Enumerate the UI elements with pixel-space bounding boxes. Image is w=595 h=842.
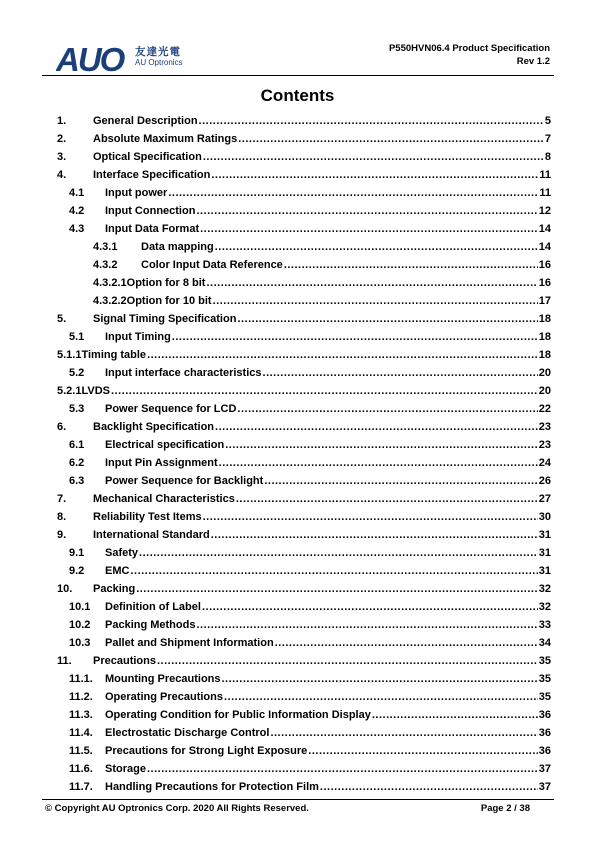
toc-entry-page: 35	[538, 691, 551, 703]
toc-entry-label: Safety	[105, 547, 139, 559]
toc-entry-label: Optical Specification	[93, 151, 202, 163]
toc-entry-page: 14	[538, 241, 551, 253]
toc-entry-label: Precautions for Strong Light Exposure	[105, 745, 308, 757]
toc-entry-page: 36	[538, 709, 551, 721]
toc-entry-label: Input Timing	[105, 331, 171, 343]
toc-entry-number: 9.1	[69, 547, 85, 559]
toc-dot-leader	[172, 331, 538, 343]
toc-entry[interactable]	[57, 583, 551, 601]
toc-dot-leader	[130, 565, 537, 577]
toc-entry-label: Operating Condition for Public Information Display	[105, 709, 371, 721]
toc-entry-label: Definition of Label	[105, 601, 201, 613]
toc-entry-number: 7.	[57, 493, 67, 505]
toc-entry[interactable]	[57, 241, 551, 259]
toc-dot-leader	[215, 421, 538, 433]
toc-entry-number: 11.2.	[69, 691, 93, 703]
toc-entry-page: 11	[539, 169, 551, 181]
toc-entry[interactable]	[57, 187, 551, 205]
toc-dot-leader	[202, 601, 538, 613]
toc-entry-page: 36	[538, 745, 551, 757]
toc-entry-page: 20	[538, 367, 551, 379]
toc-entry-label: Packing	[93, 583, 136, 595]
toc-entry-number: 9.	[57, 529, 67, 541]
toc-entry[interactable]	[57, 385, 551, 403]
toc-entry[interactable]	[57, 331, 551, 349]
toc-entry-page: 31	[538, 529, 551, 541]
toc-dot-leader	[264, 475, 537, 487]
toc-dot-leader	[222, 673, 538, 685]
auo-logo-mark	[56, 44, 132, 74]
toc-entry-label: Mechanical Characteristics	[93, 493, 235, 505]
toc-entry-label: Electrostatic Discharge Control	[105, 727, 270, 739]
toc-entry-number: 4.1	[69, 187, 85, 199]
document-revision: Rev 1.2	[516, 56, 550, 67]
toc-entry-page: 37	[538, 763, 551, 775]
toc-entry[interactable]	[57, 781, 551, 799]
toc-dot-leader	[206, 277, 537, 289]
toc-entry-label: Storage	[105, 763, 146, 775]
toc-entry-number: 4.3.1	[93, 241, 118, 253]
toc-entry-number: 11.6.	[69, 763, 93, 775]
toc-entry-label: Backlight Specification	[93, 421, 215, 433]
toc-entry-number: 4.3	[69, 223, 85, 235]
toc-entry-label: Interface Specification	[93, 169, 211, 181]
toc-dot-leader	[237, 313, 537, 325]
toc-dot-leader	[225, 439, 538, 451]
toc-entry-number: 10.3	[69, 637, 91, 649]
toc-dot-leader	[139, 547, 538, 559]
page-number: Page 2 / 38	[480, 803, 530, 814]
toc-entry-page: 32	[538, 601, 551, 613]
toc-entry-number: 4.3.2.2	[93, 295, 127, 307]
toc-entry[interactable]	[57, 619, 551, 637]
toc-dot-leader	[211, 169, 538, 181]
toc-entry-page: 16	[538, 259, 551, 271]
toc-entry-number: 8.	[57, 511, 67, 523]
toc-entry-label: Packing Methods	[105, 619, 196, 631]
toc-dot-leader	[308, 745, 537, 757]
toc-entry[interactable]	[57, 601, 551, 619]
toc-dot-leader	[237, 403, 537, 415]
toc-entry-page: 11	[539, 187, 551, 199]
toc-entry-label: Timing table	[81, 349, 147, 361]
toc-dot-leader	[203, 511, 538, 523]
toc-entry-page: 17	[538, 295, 551, 307]
toc-entry-label: Input Pin Assignment	[105, 457, 218, 469]
toc-entry[interactable]	[57, 295, 551, 313]
toc-entry-label: Mounting Precautions	[105, 673, 221, 685]
toc-entry-number: 11.	[57, 655, 72, 667]
toc-entry-page: 20	[538, 385, 551, 397]
toc-entry[interactable]	[57, 205, 551, 223]
toc-entry[interactable]	[57, 655, 551, 673]
toc-entry-label: Color Input Data Reference	[141, 259, 283, 271]
toc-entry[interactable]	[57, 133, 551, 151]
toc-entry-label: Input interface characteristics	[105, 367, 262, 379]
document-product-title: P550HVN06.4 Product Specification	[388, 43, 550, 54]
toc-entry[interactable]	[57, 151, 551, 169]
toc-entry-page: 22	[538, 403, 551, 415]
toc-entry-label: Absolute Maximum Ratings	[93, 133, 238, 145]
toc-entry-page: 14	[538, 223, 551, 235]
toc-entry[interactable]	[57, 709, 551, 727]
toc-entry-label: EMC	[105, 565, 130, 577]
toc-dot-leader	[213, 295, 538, 307]
toc-entry-page: 32	[538, 583, 551, 595]
toc-entry-page: 23	[538, 439, 551, 451]
toc-entry-number: 4.3.2	[93, 259, 118, 271]
toc-entry-label: Option for 8 bit	[126, 277, 206, 289]
toc-dot-leader	[196, 619, 537, 631]
toc-dot-leader	[224, 691, 538, 703]
toc-entry[interactable]	[57, 277, 551, 295]
toc-entry-number: 6.1	[69, 439, 85, 451]
toc-entry-label: Input Data Format	[105, 223, 200, 235]
toc-entry-page: 35	[538, 673, 551, 685]
toc-entry-number: 3.	[57, 151, 67, 163]
toc-entry-label: Option for 10 bit	[126, 295, 212, 307]
toc-dot-leader	[211, 529, 538, 541]
toc-entry[interactable]	[57, 349, 551, 367]
toc-entry-page: 36	[538, 727, 551, 739]
toc-dot-leader	[147, 763, 538, 775]
toc-entry-number: 5.1.1	[57, 349, 82, 361]
toc-entry-label: International Standard	[93, 529, 210, 541]
toc-entry[interactable]	[57, 547, 551, 565]
toc-entry-page: 16	[538, 277, 551, 289]
toc-entry-page: 23	[538, 421, 551, 433]
toc-dot-leader	[320, 781, 538, 793]
toc-dot-leader	[284, 259, 538, 271]
toc-entry[interactable]	[57, 457, 551, 475]
toc-entry-number: 11.7.	[69, 781, 93, 793]
toc-dot-leader	[203, 151, 544, 163]
toc-entry[interactable]	[57, 403, 551, 421]
toc-dot-leader	[236, 493, 538, 505]
toc-dot-leader	[157, 655, 538, 667]
toc-entry-page: 8	[544, 151, 551, 163]
table-of-contents	[57, 115, 551, 799]
toc-entry-page: 31	[538, 547, 551, 559]
copyright-notice: © Copyright AU Optronics Corp. 2020 All Rights Reserved.	[45, 803, 309, 814]
toc-entry-number: 10.1	[69, 601, 91, 613]
toc-entry[interactable]	[57, 439, 551, 457]
toc-entry-label: Power Sequence for LCD	[105, 403, 237, 415]
toc-entry-number: 1.	[57, 115, 67, 127]
toc-entry-page: 35	[538, 655, 551, 667]
logo-text: AUO	[56, 44, 124, 74]
toc-entry[interactable]	[57, 529, 551, 547]
toc-dot-leader	[275, 637, 538, 649]
toc-entry-number: 11.1.	[69, 673, 93, 685]
toc-dot-leader	[136, 583, 538, 595]
toc-entry-label: Input Connection	[105, 205, 196, 217]
toc-entry[interactable]	[57, 493, 551, 511]
toc-entry-label: Pallet and Shipment Information	[105, 637, 274, 649]
toc-dot-leader	[238, 133, 544, 145]
toc-entry-page: 18	[538, 331, 551, 343]
toc-dot-leader	[147, 349, 538, 361]
toc-entry-label: Precautions	[93, 655, 156, 667]
toc-entry-page: 5	[544, 115, 551, 127]
toc-entry-label: LVDS	[81, 385, 110, 397]
toc-entry[interactable]	[57, 511, 551, 529]
toc-entry-number: 6.2	[69, 457, 85, 469]
toc-entry-number: 4.2	[69, 205, 85, 217]
toc-entry-number: 9.2	[69, 565, 85, 577]
toc-entry-number: 2.	[57, 133, 67, 145]
toc-entry[interactable]	[57, 763, 551, 781]
toc-entry[interactable]	[57, 673, 551, 691]
toc-entry-number: 4.	[57, 169, 67, 181]
toc-entry[interactable]	[57, 115, 551, 133]
toc-entry-number: 11.3.	[69, 709, 93, 721]
toc-entry[interactable]	[57, 259, 551, 277]
toc-entry[interactable]	[57, 727, 551, 745]
toc-entry[interactable]	[57, 565, 551, 583]
toc-entry-number: 11.5.	[69, 745, 93, 757]
toc-entry[interactable]	[57, 637, 551, 655]
toc-entry[interactable]	[57, 745, 551, 763]
toc-entry-number: 5.	[57, 313, 67, 325]
toc-entry-label: Operating Precautions	[105, 691, 223, 703]
toc-entry-page: 26	[538, 475, 551, 487]
toc-entry-label: Electrical specification	[105, 439, 225, 451]
toc-entry-label: Handling Precautions for Protection Film	[105, 781, 319, 793]
toc-entry[interactable]	[57, 223, 551, 241]
toc-entry[interactable]	[57, 475, 551, 493]
toc-entry-page: 30	[538, 511, 551, 523]
toc-dot-leader	[215, 241, 538, 253]
toc-dot-leader	[111, 385, 538, 397]
toc-entry[interactable]	[57, 421, 551, 439]
logo-english-name: AU Optronics	[135, 58, 183, 67]
toc-entry-label: Input power	[105, 187, 168, 199]
toc-entry[interactable]	[57, 313, 551, 331]
toc-entry-number: 5.2	[69, 367, 85, 379]
toc-entry-number: 11.4.	[69, 727, 93, 739]
toc-entry-page: 18	[538, 349, 551, 361]
toc-entry[interactable]	[57, 691, 551, 709]
toc-entry-number: 6.3	[69, 475, 85, 487]
toc-entry-number: 4.3.2.1	[93, 277, 127, 289]
toc-dot-leader	[168, 187, 538, 199]
toc-entry-page: 27	[538, 493, 551, 505]
toc-entry-page: 12	[538, 205, 551, 217]
toc-entry-label: Data mapping	[141, 241, 214, 253]
toc-entry-label: Signal Timing Specification	[93, 313, 237, 325]
footer-divider	[42, 799, 554, 800]
toc-entry-page: 33	[538, 619, 551, 631]
toc-dot-leader	[263, 367, 538, 379]
toc-entry-label: Reliability Test Items	[93, 511, 202, 523]
toc-dot-leader	[200, 223, 538, 235]
toc-entry-label: Power Sequence for Backlight	[105, 475, 264, 487]
toc-entry-number: 5.1	[69, 331, 85, 343]
toc-entry-page: 31	[538, 565, 551, 577]
page-title: Contents	[260, 86, 335, 105]
toc-entry[interactable]	[57, 169, 551, 187]
toc-entry[interactable]	[57, 367, 551, 385]
toc-entry-number: 10.2	[69, 619, 91, 631]
toc-entry-page: 18	[538, 313, 551, 325]
page-header	[0, 0, 595, 80]
document-title-block	[389, 42, 550, 68]
toc-dot-leader	[372, 709, 538, 721]
header-divider	[42, 75, 554, 76]
toc-entry-page: 34	[538, 637, 551, 649]
toc-dot-leader	[196, 205, 537, 217]
toc-entry-page: 24	[538, 457, 551, 469]
toc-entry-number: 6.	[57, 421, 67, 433]
logo-chinese-name: 友達光電	[135, 46, 181, 58]
toc-entry-page: 7	[544, 133, 551, 145]
toc-dot-leader	[270, 727, 537, 739]
toc-dot-leader	[199, 115, 544, 127]
toc-entry-label: General Description	[93, 115, 198, 127]
toc-entry-page: 37	[538, 781, 551, 793]
toc-entry-number: 5.3	[69, 403, 85, 415]
toc-entry-number: 5.2.1	[57, 385, 82, 397]
company-logo	[56, 44, 196, 74]
toc-entry-number: 10.	[57, 583, 73, 595]
toc-dot-leader	[219, 457, 538, 469]
